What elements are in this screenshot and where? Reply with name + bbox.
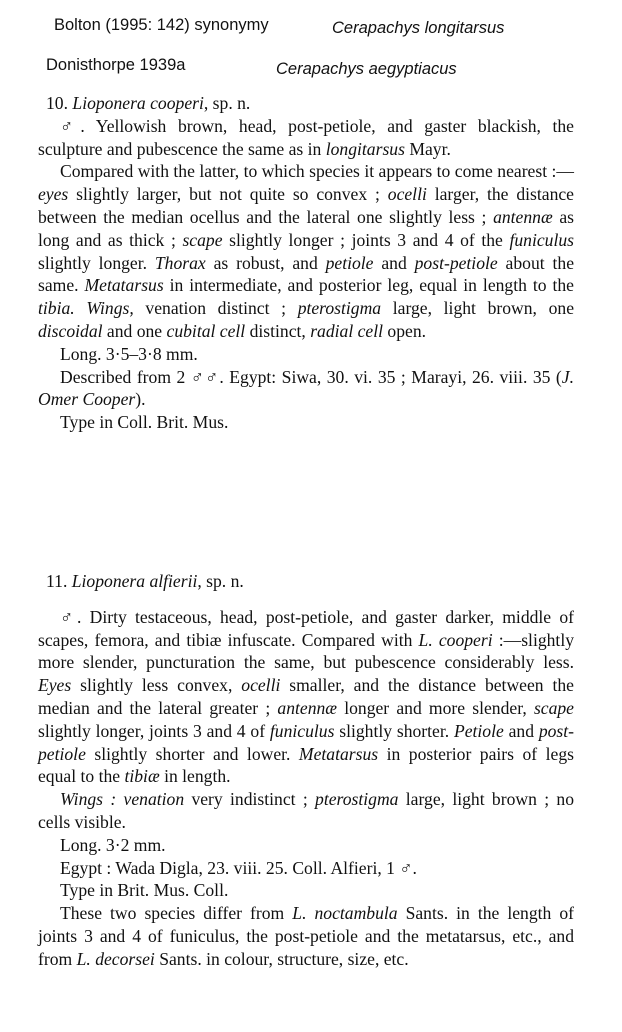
comparison-paragraph: Compared with the latter, to which species it appears to come nearest :—eyes slightly larger, but not quite so convex ; ocelli larger, the distance between the median ocellus and the lateral one slightly less ; antennæ as long and as thick ; scape slightly longer ; joints 3 and 4 of the funiculus slightly longer. Thorax as robust, and petiole and post-petiole about the same. Metatarsus in intermediate, and posterior leg, equal in length to the tibia. Wings, venation distinct ; pterostigma large, light brown, one discoidal and one cubital cell distinct, radial cell open. <box>38 161 575 341</box>
annotation-longitarsus: Cerapachys longitarsus <box>332 19 505 37</box>
wings-paragraph: Wings : venation very indistinct ; pterostigma large, light brown ; no cells visible. <box>38 789 575 832</box>
length-line: Long. 3·5–3·8 mm. <box>60 343 198 364</box>
length-line: Long. 3·2 mm. <box>60 834 166 855</box>
locality-line: Egypt : Wada Digla, 23. viii. 25. Coll. Alfieri, 1 ♂. <box>60 857 417 878</box>
type-line: Type in Brit. Mus. Coll. <box>60 880 229 901</box>
annotation-aegyptiacus: Cerapachys aegyptiacus <box>276 60 457 78</box>
species-heading: 11. Lioponera alfierii, sp. n. <box>46 571 244 591</box>
differential-paragraph: These two species differ from L. noctambula Sants. in the length of joints 3 and 4 of funiculus, the post-petiole and the metatarsus, etc., and from L. decorsei Sants. in colour, structure, size, etc. <box>38 903 575 969</box>
species-cooperi-section <box>38 92 574 434</box>
species-name: Lioponera alfierii <box>71 571 198 591</box>
male-symbol: ♂. <box>60 115 85 136</box>
species-heading: 10. Lioponera cooperi, sp. n. <box>46 93 251 113</box>
description-paragraph: ♂. Yellowish brown, head, post-petiole, and gaster blackish, the sculpture and pubescence the same as in longitarsus Mayr. <box>38 115 574 159</box>
type-line: Type in Coll. Brit. Mus. <box>60 412 229 433</box>
male-symbol: ♂. <box>60 606 82 627</box>
description-paragraph: ♂. Dirty testaceous, head, post-petiole, and gaster darker, middle of scapes, femora, and tibiæ infuscate. Compared with L. cooperi :—slightly more slender, puncturation the same, but pubescence considerably less. Eyes slightly less convex, ocelli smaller, and the distance between the median and the lateral greater ; antennæ longer and more slender, scape slightly longer, joints 3 and 4 of funiculus slightly shorter. Petiole and post-petiole slightly shorter and lower. Metatarsus in posterior pairs of legs equal to the tibiæ in length. <box>38 606 575 787</box>
annotation-bolton: Bolton (1995: 142) synonymy <box>54 16 269 34</box>
species-name: Lioponera cooperi <box>72 93 204 113</box>
species-alfierii-section <box>38 570 574 971</box>
described-line: Described from 2 ♂♂. Egypt: Siwa, 30. vi. 35 ; Marayi, 26. viii. 35 (J. Omer Cooper). <box>38 366 574 410</box>
annotation-donisthorpe: Donisthorpe 1939a <box>46 56 186 74</box>
